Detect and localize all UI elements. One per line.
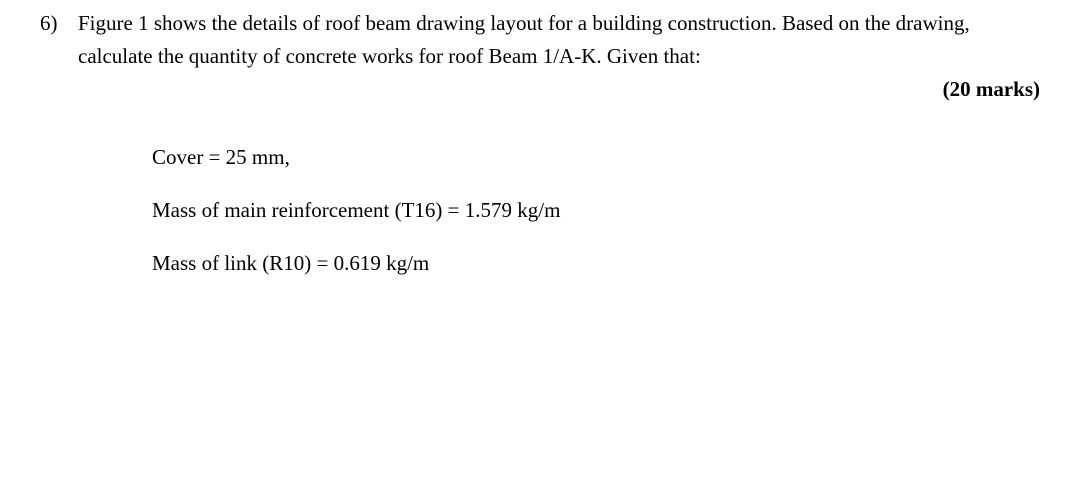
given-item-main-reinforcement: Mass of main reinforcement (T16) = 1.579 kg/m — [152, 198, 561, 222]
given-item-link: Mass of link (R10) = 0.619 kg/m — [152, 251, 430, 275]
question-number: 6) — [40, 11, 58, 35]
question-block — [40, 7, 1040, 106]
question-text: Figure 1 shows the details of roof beam drawing layout for a building construction. Based on the drawing, calculate the quantity of concrete works for roof Beam 1/A-K. Given that: — [78, 11, 970, 68]
question-marks: (20 marks) — [942, 77, 1040, 101]
given-item-cover: Cover = 25 mm, — [152, 145, 290, 169]
given-list — [152, 143, 560, 302]
